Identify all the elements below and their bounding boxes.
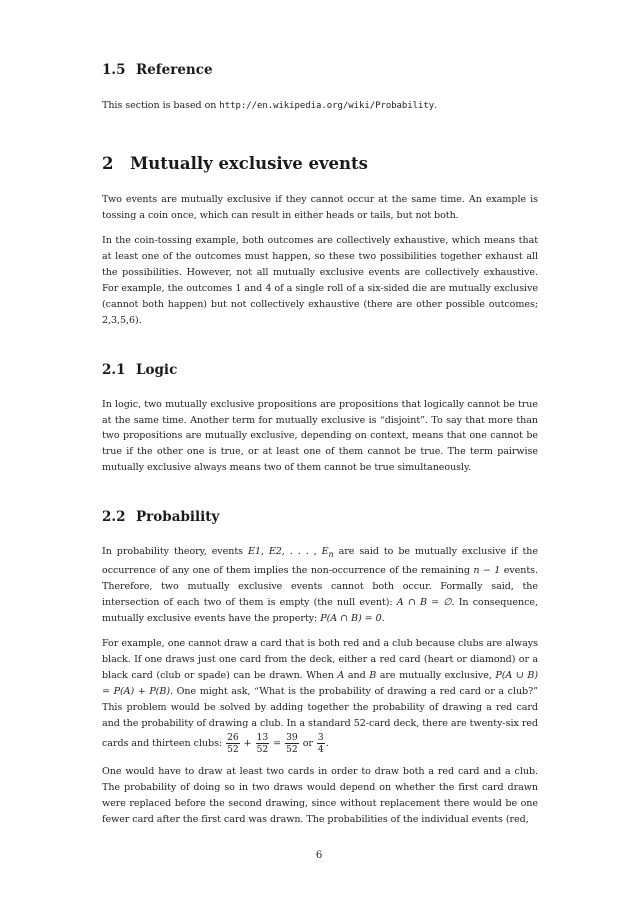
paragraph-two-draws: One would have to draw at least two cards in order to draw both a red card and a club. The probability of doing so in two draws would depend on whether the first card drawn were replaced before the second drawing, since without replacement there would be one fewer card after the first card was drawn. The probabilities of the individual events (red,: [102, 765, 538, 825]
page-number: 6: [315, 850, 323, 861]
paragraph-logic: In logic, two mutually exclusive propositions are propositions that logically cannot be true at the same time. Another term for mutually exclusive is “disjoint”. To say that more than two propositions are mutually exclusive, depending on context, means that one cannot be true if the other one is true, or at least one of them cannot be true. The term pairwise mutually exclusive always means two of them cannot be true simultaneously.: [102, 398, 538, 474]
fraction-denominator: 52: [256, 743, 269, 755]
subsection-logic-heading: [102, 360, 538, 380]
text: are mutually exclusive,: [376, 669, 496, 681]
text: .: [325, 737, 329, 749]
fraction-13-52: [256, 732, 270, 755]
reference-paragraph: [102, 98, 538, 115]
math-equals: =: [270, 737, 285, 749]
fraction-26-52: [226, 732, 240, 755]
paragraph-probability-theory: [102, 544, 538, 627]
subsection-reference-heading: [102, 60, 538, 80]
math-probability-zero: P(A ∩ B) = 0: [320, 613, 382, 625]
subsection-title: Probability: [136, 509, 220, 526]
text: events. Therefore, two mutually exclusive events cannot both occur. Formally said, the intersection of each two of them is empty (the null event):: [102, 565, 538, 609]
section-title: Mutually exclusive events: [130, 153, 368, 173]
fraction-3-4: [317, 732, 325, 755]
text: . One might ask, “What is the probability of drawing a red card or a club?” This problem would be solved by adding together the probability of drawing a red card and the probability of drawing a club. In a standard 52-card deck, there are twenty-six red cards and thirteen clubs:: [102, 685, 539, 749]
section-number: 2: [102, 153, 114, 173]
subsection-number: 2.2: [102, 509, 126, 526]
math-n-minus-one: n − 1: [473, 565, 501, 577]
fraction-numerator: 39: [286, 731, 298, 743]
text: .: [381, 613, 385, 625]
reference-url: http://en.wikipedia.org/wiki/Probability: [219, 101, 435, 111]
paragraph-coin-tossing: In the coin-tossing example, both outcomes are collectively exhaustive, which means that at least one of the outcomes must happen, so these two possibilities together exhaust all the possibilities. However, not all mutually exclusive events are collectively exhaustive. For example, the outcomes 1 and 4 of a single roll of a six-sided die are mutually exclusive (cannot both happen) but not collectively exhaustive (there are other possible outcomes; 2,3,5,6).: [102, 234, 538, 326]
text: . In consequence, mutually exclusive events have the property:: [102, 597, 538, 625]
text: In probability theory, events: [102, 546, 248, 558]
fraction-denominator: 52: [286, 743, 298, 755]
math-events: E1, E2, . . . , E: [247, 546, 329, 558]
reference-text: This section is based on: [102, 100, 220, 111]
fraction-numerator: 26: [227, 731, 239, 743]
reference-text-end: .: [434, 100, 438, 111]
subsection-number: 2.1: [102, 361, 126, 378]
math-union-formula: P(A ∪ B) = P(A) + P(B): [102, 669, 539, 697]
fraction-denominator: 4: [317, 743, 324, 755]
text: and: [344, 669, 370, 681]
math-subscript: n: [328, 550, 334, 560]
subsection-number: 1.5: [102, 62, 126, 78]
text: For example, one cannot draw a card that is both red and a club because clubs are always black. If one draws just one card from the deck, either a red card (heart or diamond) or a black card (club or spade) can be drawn. When: [102, 638, 538, 681]
subsection-title: Reference: [136, 62, 213, 78]
paragraph-card-example: [102, 636, 538, 755]
page-content: [102, 60, 538, 828]
math-plus: +: [240, 737, 255, 749]
fraction-39-52: [285, 732, 299, 755]
paragraph-definition: Two events are mutually exclusive if they cannot occur at the same time. An example is tossing a coin once, which can result in either heads or tails, but not both.: [102, 193, 538, 221]
text: or: [299, 737, 316, 749]
text: are said to be mutually exclusive if the occurrence of any one of them implies the non-occurrence of the remaining: [102, 546, 538, 577]
math-B: B: [369, 669, 377, 681]
subsection-title: Logic: [136, 361, 178, 378]
section-heading: [102, 152, 538, 176]
subsection-probability-heading: [102, 507, 538, 527]
fraction-numerator: 3: [317, 731, 324, 743]
math-A: A: [337, 669, 345, 681]
fraction-denominator: 52: [227, 743, 239, 755]
fraction-numerator: 13: [256, 731, 269, 743]
math-intersection-empty: A ∩ B = ∅: [396, 597, 452, 609]
